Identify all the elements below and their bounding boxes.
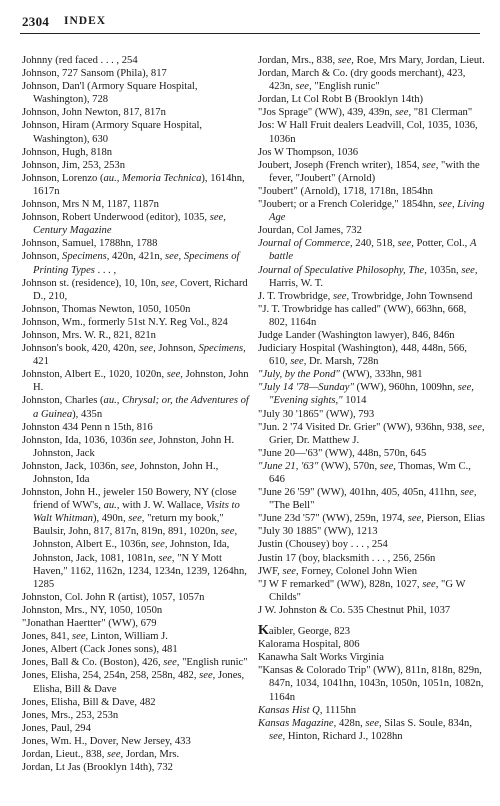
entry-text: Johnson st. (residence), 10, 10n, xyxy=(22,277,162,289)
entry-text: Potter, Col., xyxy=(413,238,470,250)
entry-text: Jones, Mrs., 253, 253n xyxy=(22,709,119,721)
entry-text: see, xyxy=(220,526,238,538)
entry-text: "J W F remarked" (WW), 828n, 1027, xyxy=(258,578,423,590)
section-letter: K xyxy=(258,623,269,639)
index-entry xyxy=(22,617,250,630)
entry-text: Johnston, Ida, 1036, 1036n xyxy=(22,434,140,446)
index-entry xyxy=(22,172,250,198)
entry-text: au., Chrysal; or, the Adventures of a Guinea xyxy=(33,395,249,420)
entry-text: Judiciary Hospital (Washington), 448, 448n, 566, 610, xyxy=(258,343,467,368)
index-entry xyxy=(22,421,250,434)
entry-text: see, xyxy=(158,552,175,564)
index-entry xyxy=(22,394,250,420)
entry-text: , 1035n, xyxy=(424,264,462,276)
entry-text: Johnston, John H. Johnston, Jack xyxy=(33,434,235,459)
index-entry xyxy=(258,106,486,119)
entry-text: see, xyxy=(151,539,168,551)
entry-text: au., xyxy=(103,500,120,512)
entry-text: see, Living Age xyxy=(269,199,485,224)
entry-text: see, xyxy=(397,238,414,250)
entry-text: Trowbridge, John Townsend xyxy=(349,290,473,302)
index-entry xyxy=(258,329,486,342)
entry-text: A battle xyxy=(269,238,477,263)
index-entry xyxy=(258,54,486,67)
entry-text: Covert, Richard D., 210, xyxy=(33,277,248,302)
entry-text: Jones, Ball & Co. (Boston), 426, xyxy=(22,657,164,669)
page-header xyxy=(22,14,478,30)
index-entry xyxy=(22,119,250,145)
index-entry xyxy=(22,748,250,761)
index-entry xyxy=(22,67,250,80)
index-entry xyxy=(22,54,250,67)
entry-text: see, Century Magazine xyxy=(33,212,226,237)
index-entry xyxy=(258,578,486,604)
entry-text: Jones, 841, xyxy=(22,631,73,643)
entry-text: see, xyxy=(461,264,478,276)
entry-text: Jones, Elisha, 254, 254n, 258, 258n, 482, xyxy=(22,670,200,682)
entry-text: "return my book," Baulsir, John, 817, 817n, 819n, 891, 1020n, xyxy=(33,513,224,538)
entry-text: , 240, 518, xyxy=(350,238,398,250)
entry-text: "The Bell" xyxy=(269,500,315,512)
entry-text: Johnston, John H., jeweler 150 Bowery, NY (close friend of WW's, xyxy=(22,487,237,512)
entry-text: "June 20—'63" (WW), 448n, 570n, 645 xyxy=(258,447,427,459)
entry-text: see, xyxy=(199,670,216,682)
entry-text: see, xyxy=(337,55,354,66)
index-entry xyxy=(22,146,250,159)
entry-text: see, xyxy=(460,487,477,499)
index-entry xyxy=(258,185,486,198)
entry-text: see, xyxy=(422,159,439,171)
entry-text: Judge Lander (Washington lawyer), 846, 846n xyxy=(258,329,455,341)
entry-text: "Joubert" (Arnold), 1718, 1718n, 1854hn xyxy=(258,185,433,197)
entry-text: Jordan, Lt Col Robt B (Brooklyn 14th) xyxy=(258,94,424,106)
index-entry xyxy=(258,381,486,407)
entry-text: , 428n, xyxy=(333,717,366,729)
entry-text: Johnson, Jim, 253, 253n xyxy=(22,159,126,171)
index-entry xyxy=(22,342,250,368)
entry-text: "July 30 1885" (WW), 1213 xyxy=(258,526,378,538)
index-entry xyxy=(22,630,250,643)
index-entry xyxy=(22,106,250,119)
entry-text: see, xyxy=(128,513,145,525)
entry-text: . . . , xyxy=(94,264,117,276)
entry-text: Johnson, Samuel, 1788hn, 1788 xyxy=(22,238,158,250)
entry-text: "English runic" xyxy=(179,657,248,669)
entry-text: Kalorama Hospital, 806 xyxy=(258,639,360,651)
entry-text: , 421 xyxy=(33,343,246,368)
entry-text: Johnson, Thomas Newton, 1050, 1050n xyxy=(22,303,191,315)
entry-text: "81 Clerman" xyxy=(411,107,473,119)
index-entry xyxy=(22,656,250,669)
entry-text: "July 14 '78—Sunday" xyxy=(258,382,354,394)
index-entry xyxy=(22,643,250,656)
entry-text: Silas S. Soule, 834n, xyxy=(381,717,472,729)
entry-text: Kanawha Salt Works Virginia xyxy=(258,652,384,664)
index-entry xyxy=(22,316,250,329)
index-entry xyxy=(258,303,486,329)
index-entry xyxy=(258,159,486,185)
entry-text: with J. W. Wallace, xyxy=(119,500,207,512)
index-entry xyxy=(258,421,486,447)
entry-text: Jordan, Lt Jas (Brooklyn 14th), 732 xyxy=(22,762,173,774)
entry-text: see, Specimens of Printing Types xyxy=(33,251,240,276)
entry-text: Jos: W Hall Fruit dealers Leadvill, Col, 1035, 1036, 1036n xyxy=(258,120,478,145)
entry-text: Kansas Hist Q xyxy=(258,704,320,716)
index-entry xyxy=(258,447,486,460)
entry-text: Johnston, Ida, Johnston, Jack, 1081, 1081n, xyxy=(33,539,230,564)
index-entry xyxy=(22,211,250,237)
index-entry xyxy=(258,538,486,551)
entry-text: Johnston, Albert E., 1020, 1020n, xyxy=(22,369,167,381)
entry-text: Johnson, Hugh, 818n xyxy=(22,146,113,158)
entry-text: Johnson, John Newton, 817, 817n xyxy=(22,107,166,119)
entry-text: Jos W Thompson, 1036 xyxy=(258,146,359,158)
entry-text: Johnson, Robert Underwood (editor), 1035, xyxy=(22,212,210,224)
entry-text: Johnson, Wm., formerly 51st N.Y. Reg Vol., 824 xyxy=(22,316,228,328)
index-entry xyxy=(258,638,486,651)
entry-text: Johnson, xyxy=(22,251,63,263)
index-entry xyxy=(22,460,250,486)
entry-text: "July, by the Pond" xyxy=(258,369,340,381)
index-entry xyxy=(258,664,486,703)
entry-text: Johnson, Lorenzo ( xyxy=(22,172,104,184)
index-entry xyxy=(258,67,486,93)
index-entry xyxy=(22,368,250,394)
index-entry xyxy=(258,704,486,717)
entry-text: "with the fever, xyxy=(269,159,480,184)
entry-text: "July 30 '1865" (WW), 793 xyxy=(258,408,375,420)
index-entry xyxy=(22,434,250,460)
index-entry xyxy=(258,604,486,617)
entry-text: see, xyxy=(282,565,299,577)
index-entry xyxy=(22,591,250,604)
entry-text: see, xyxy=(295,81,312,93)
entry-text: Hinton, Richard J., 1028hn xyxy=(285,730,403,742)
entry-text: Jones, Albert (Cack Jones sons), 481 xyxy=(22,644,178,656)
index-entry xyxy=(258,486,486,512)
entry-text: Journal of Speculative Philosophy, The xyxy=(258,264,425,276)
entry-text: J W. Johnston & Co. 535 Chestnut Phil, 1037 xyxy=(258,604,451,616)
entry-text: Jones, Elisha, Bill & Dave xyxy=(33,670,245,695)
entry-text: see, xyxy=(365,717,382,729)
entry-text: "June 23d '57" (WW), 259n, 1974, xyxy=(258,513,408,525)
entry-text: Johnston, Jack, 1036n, xyxy=(22,460,121,472)
index-entry xyxy=(258,651,486,664)
index-entry xyxy=(258,552,486,565)
index-entry xyxy=(22,277,250,303)
index-entry xyxy=(258,119,486,145)
index-entry xyxy=(258,224,486,237)
entry-text: Johnston, Albert E., 1036n, xyxy=(33,539,152,551)
index-entry xyxy=(22,159,250,172)
entry-text: JWF, xyxy=(258,565,283,577)
page-number: 2304 xyxy=(22,14,50,29)
entry-text: Justin 17 (boy, blacksmith . . . , 256, 256n xyxy=(258,552,436,564)
entry-text: Grier, Dr. Matthew J. xyxy=(269,434,360,446)
entry-text: see, xyxy=(72,631,89,643)
entry-text: see, xyxy=(468,421,485,433)
header-rule xyxy=(20,33,480,34)
index-entry xyxy=(258,290,486,303)
entry-text: Harris, W. T. xyxy=(269,277,324,289)
entry-text: Linton, William J. xyxy=(88,631,168,643)
entry-text: see, xyxy=(422,578,439,590)
entry-text: "J. T. Trowbridge has called" (WW), 663hn, 668, 802, 1164n xyxy=(258,303,467,328)
entry-text: "Jonathan Haertter" (WW), 679 xyxy=(22,618,157,630)
entry-text: Roe, Mrs Mary, Jordan, Lieut. xyxy=(353,55,485,66)
entry-text: Specimens xyxy=(62,251,107,263)
entry-text: Jordan, Mrs. xyxy=(123,748,180,760)
entry-text: Specimens xyxy=(198,343,244,355)
entry-text: see, xyxy=(107,748,124,760)
index-entry xyxy=(258,198,486,224)
entry-text: "Joubert; or a French Coleridge," 1854hn, xyxy=(258,199,439,211)
entry-text: "N Y Mott Haven," 1162, 1162n, 1234, 1234n, 1239, 1264hn, 1285 xyxy=(33,552,247,590)
entry-text: Johnston, Col. John R (artist), 1057, 1057n xyxy=(22,591,205,603)
index-entry xyxy=(258,342,486,368)
entry-text: see, xyxy=(332,290,350,302)
index-entry xyxy=(258,146,486,159)
entry-text: "Evening sights," xyxy=(269,395,343,407)
entry-text: , 1115hn xyxy=(319,704,357,716)
entry-text: Pierson, Elias xyxy=(423,513,485,525)
entry-text: Johnson, Dan'l (Armory Square Hospital, Washington), 728 xyxy=(22,81,198,106)
entry-text: see, xyxy=(161,277,178,289)
entry-text: Jordan, March & Co. (dry goods merchant), 423, 423n, xyxy=(258,68,466,93)
index-entry xyxy=(22,329,250,342)
entry-text: ), 1614hn, 1617n xyxy=(33,172,245,197)
index-entry xyxy=(22,604,250,617)
entry-text: "English runic" xyxy=(311,81,380,93)
index-entry xyxy=(258,408,486,421)
entry-text: Jones, Paul, 294 xyxy=(22,722,91,734)
entry-text: (Arnold) xyxy=(335,172,376,184)
entry-text: Justin (Chousey) boy . . . , 254 xyxy=(258,539,388,551)
entry-text: (WW), 570n, xyxy=(318,460,380,472)
index-entry xyxy=(258,512,486,525)
entry-text: Visits to Walt Whitman xyxy=(33,500,240,525)
entry-text: Jones, Wm. H., Dover, New Jersey, 433 xyxy=(22,735,191,747)
index-entry xyxy=(258,717,486,743)
index-entry xyxy=(258,624,486,638)
entry-text: Johnston, Mrs., NY, 1050, 1050n xyxy=(22,604,163,616)
entry-text: Jones, Elisha, Bill & Dave, 482 xyxy=(22,696,156,708)
index-entry xyxy=(258,460,486,486)
entry-text: Johnston, John H. xyxy=(33,369,249,394)
entry-text: see, xyxy=(139,434,156,446)
entry-text: Johnson, 727 Sansom (Phila), 817 xyxy=(22,68,167,80)
index-entry xyxy=(258,237,486,263)
entry-text: (WW), 333hn, 981 xyxy=(339,369,423,381)
entry-text: see, xyxy=(120,460,138,472)
index-entry xyxy=(22,669,250,695)
entry-text: see, xyxy=(139,343,156,355)
index-entry xyxy=(258,93,486,106)
entry-text: Johnston 434 Penn n 15th, 816 xyxy=(22,421,153,433)
index-entry xyxy=(22,696,250,709)
entry-text: see, xyxy=(407,513,424,525)
entry-text: ), 435n xyxy=(72,408,103,420)
entry-text: Journal of Commerce xyxy=(258,238,350,250)
index-entry xyxy=(22,761,250,774)
entry-text: see, xyxy=(166,369,183,381)
entry-text: Dr. Marsh, 728n xyxy=(306,356,379,368)
entry-text: Forney, Colonel John Wien xyxy=(298,565,418,577)
entry-text: Johnston, Charles ( xyxy=(22,395,104,407)
entry-text: Johnson, Mrs. W. R., 821, 821n xyxy=(22,329,156,341)
entry-text: Jordan, Mrs., 838, xyxy=(258,55,338,66)
entry-text: J. T. Trowbridge, xyxy=(258,290,333,302)
index-entry xyxy=(258,525,486,538)
index-entry xyxy=(22,303,250,316)
entry-text: Joubert, Joseph (French writer), 1854, xyxy=(258,159,423,171)
page-title: INDEX xyxy=(64,15,107,27)
entry-text: Thomas, Wm C., 646 xyxy=(269,460,471,485)
entry-text: ), 490n, xyxy=(92,513,129,525)
entry-text: see, xyxy=(394,107,412,119)
index-entry xyxy=(22,80,250,106)
entry-text: see, xyxy=(163,657,180,669)
entry-text: see, xyxy=(379,460,396,472)
entry-text: see, xyxy=(457,382,474,394)
index-entry xyxy=(22,237,250,250)
index-entry xyxy=(258,368,486,381)
entry-text: Johnson, xyxy=(155,343,199,355)
index-entry xyxy=(22,486,250,591)
entry-text: Johnny (red faced . . . , 254 xyxy=(22,55,138,66)
index-entry xyxy=(258,264,486,290)
entry-text: "G W Childs" xyxy=(269,578,466,603)
entry-text: (WW), 960hn, 1009hn, xyxy=(353,382,458,394)
entry-text: "Jun. 2 '74 Visited Dr. Grier" (WW), 936hn, 938, xyxy=(258,421,469,433)
entry-text: 1014 xyxy=(342,395,367,407)
index-entry xyxy=(22,709,250,722)
entry-text: Johnson's book, 420, 420n, xyxy=(22,343,140,355)
entry-text: Jourdan, Col James, 732 xyxy=(258,225,362,237)
entry-text: "June 26 '59" (WW), 401hn, 405, 405n, 411hn, xyxy=(258,487,461,499)
index-entry xyxy=(22,722,250,735)
index-entry xyxy=(22,198,250,211)
entry-text: Johnston, John H., Johnston, Ida xyxy=(33,460,219,485)
index-entry xyxy=(22,250,250,276)
index-entry xyxy=(258,565,486,578)
entry-text: aibler, George, 823 xyxy=(268,626,351,638)
entry-text: "June 21, '63" xyxy=(258,460,319,472)
entry-text: Kansas Magazine xyxy=(258,717,334,729)
entry-text: "Jos Sprage" (WW), 439, 439n, xyxy=(258,107,395,119)
entry-text: Jordan, Lieut., 838, xyxy=(22,748,108,760)
entry-text: see, xyxy=(269,730,286,742)
entry-text: Johnson, Hiram (Armory Square Hospital, Washington), 630 xyxy=(22,120,203,145)
left-index-column xyxy=(22,54,250,774)
entry-text: Johnson, Mrs N M, 1187, 1187n xyxy=(22,199,159,211)
entry-text: , 420n, 421n, xyxy=(106,251,166,263)
entry-text: "Joubert" xyxy=(295,172,336,184)
entry-text: "Kansas & Colorado Trip" (WW), 811n, 818n, 829n, 847n, 1034, 1041hn, 1043n, 1050n, 1051n, 1082n, 1164n xyxy=(258,665,484,703)
entry-text: see, xyxy=(290,356,307,368)
entry-text: au., Memoria Technica xyxy=(103,172,202,184)
index-entry xyxy=(22,735,250,748)
right-index-column xyxy=(258,54,486,743)
